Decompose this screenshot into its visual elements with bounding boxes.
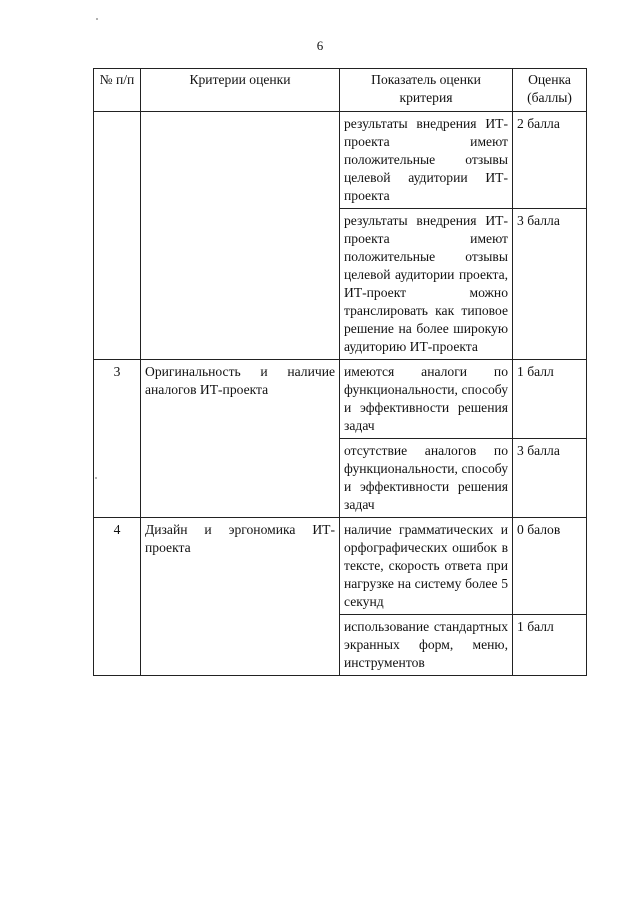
criterion-number: [94, 112, 141, 360]
score-cell: 1 балл: [513, 615, 587, 676]
criterion-number: 4: [94, 518, 141, 676]
table-row: [94, 360, 587, 439]
indicator-cell: результаты внедрения ИТ-проекта имеют положительные отзывы целевой аудитории проекта, ИТ-проект можно транслировать как типовое решение на более широкую аудиторию ИТ-проекта: [340, 209, 513, 360]
score-cell: 1 балл: [513, 360, 587, 439]
indicator-cell: имеются аналоги по функциональности, способу и эффективности решения задач: [340, 360, 513, 439]
score-cell: 2 балла: [513, 112, 587, 209]
score-cell: 3 балла: [513, 209, 587, 360]
score-cell: 3 балла: [513, 439, 587, 518]
score-cell: 0 балов: [513, 518, 587, 615]
criterion-name: Оригинальность и наличие аналогов ИТ-проекта: [141, 360, 340, 518]
header-criterion: Критерии оценки: [141, 69, 340, 112]
criterion-name: [141, 112, 340, 360]
table-row: [94, 112, 587, 209]
page-number: 6: [316, 38, 324, 53]
header-number: № п/п: [94, 69, 141, 112]
criteria-table: [93, 68, 587, 676]
scan-speck: [96, 18, 98, 20]
indicator-cell: наличие грамматических и орфографических ошибок в тексте, скорость ответа при нагрузке на систему более 5 секунд: [340, 518, 513, 615]
indicator-cell: использование стандартных экранных форм, меню, инструментов: [340, 615, 513, 676]
criterion-name: Дизайн и эргономика ИТ-проекта: [141, 518, 340, 676]
table-header-row: [94, 69, 587, 112]
indicator-cell: отсутствие аналогов по функциональности, способу и эффективности решения задач: [340, 439, 513, 518]
indicator-cell: результаты внедрения ИТ-проекта имеют положительные отзывы целевой аудитории ИТ-проекта: [340, 112, 513, 209]
table-row: [94, 518, 587, 615]
header-indicator: Показатель оценки критерия: [340, 69, 513, 112]
header-score: Оценка (баллы): [513, 69, 587, 112]
criterion-number: 3: [94, 360, 141, 518]
